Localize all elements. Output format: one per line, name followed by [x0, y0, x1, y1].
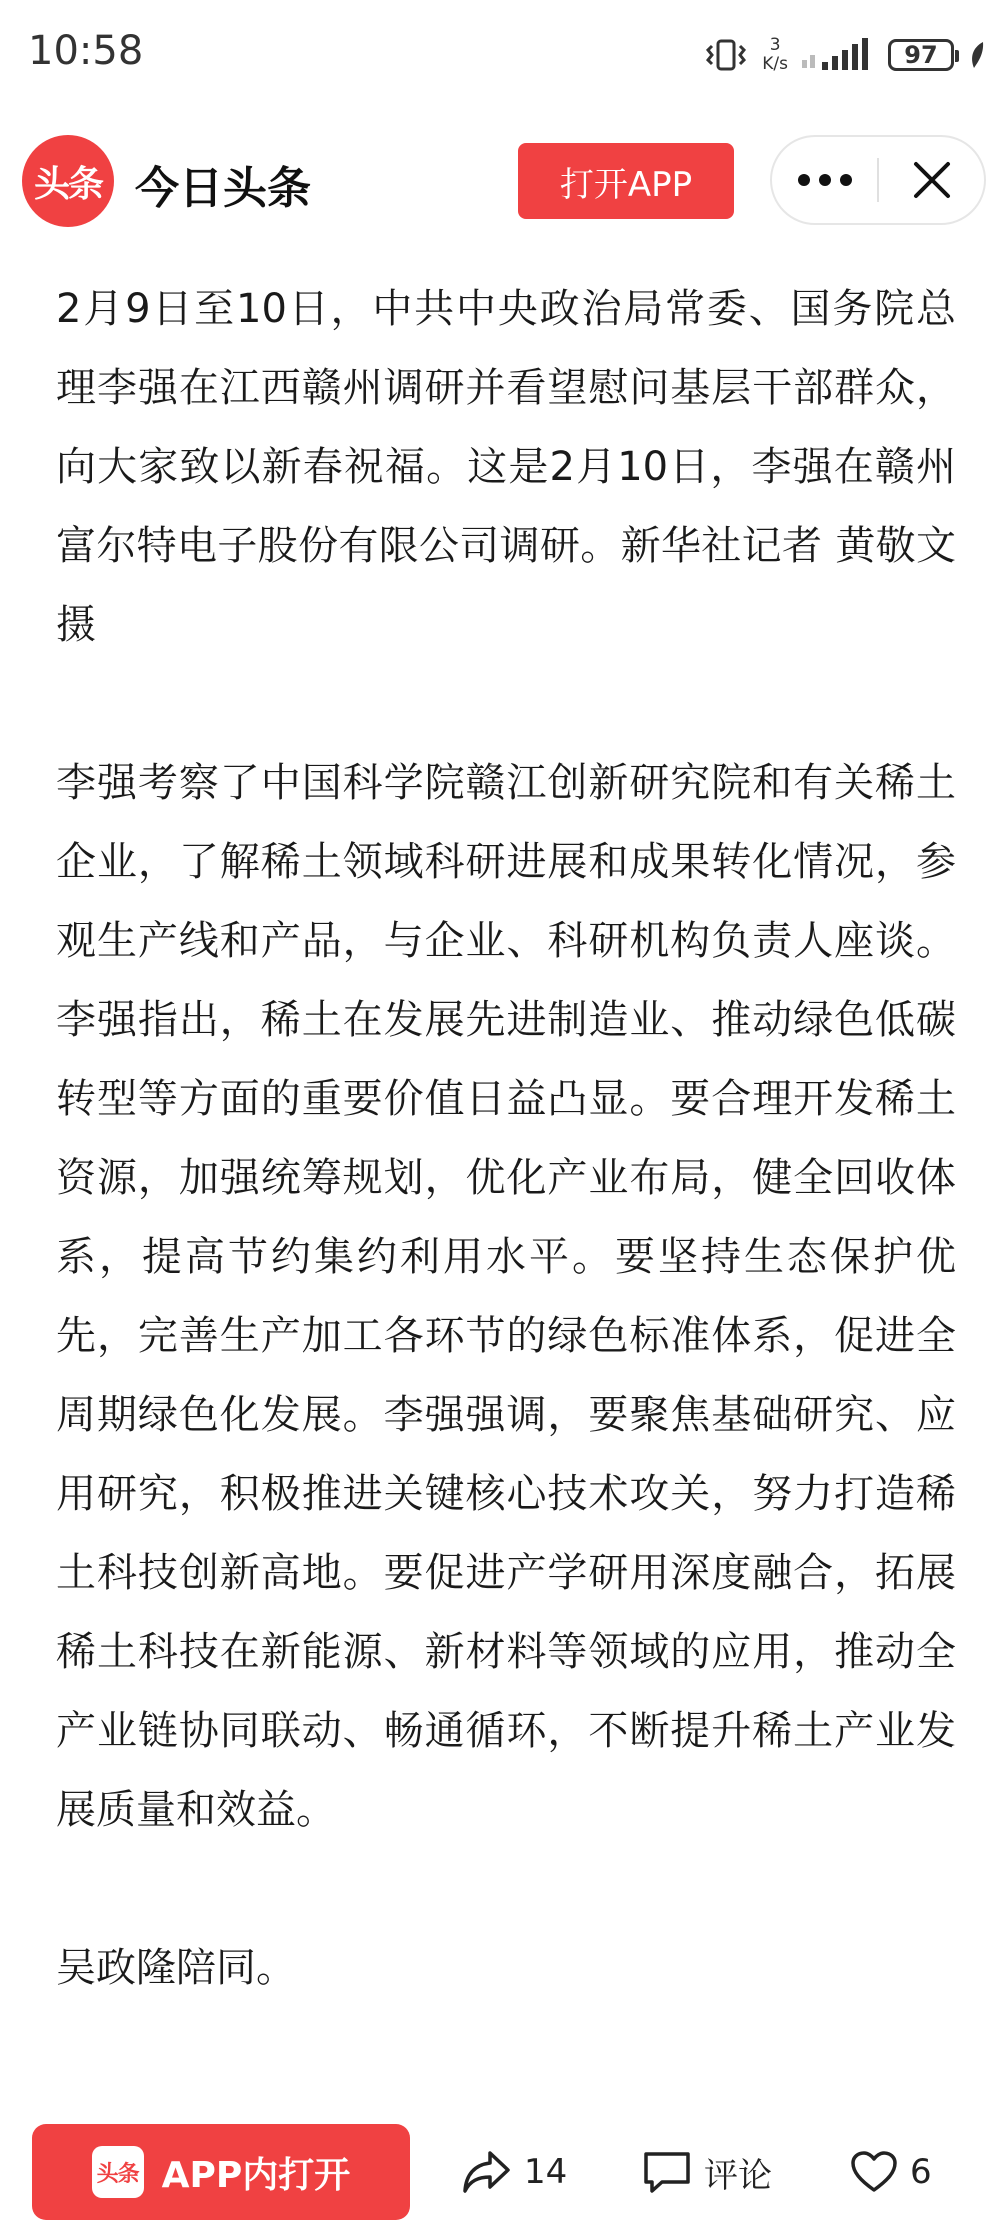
open-in-app-button[interactable]: [32, 2124, 410, 2220]
share-button[interactable]: [462, 2140, 567, 2204]
share-count: 14: [524, 2152, 568, 2192]
header: [0, 125, 1008, 235]
close-button[interactable]: [879, 137, 984, 223]
network-speed-unit: K/s: [762, 54, 788, 74]
heart-icon: [850, 2150, 898, 2194]
power-saving-leaf-icon: [968, 40, 986, 70]
bottom-action-bar: [0, 2120, 1008, 2232]
network-speed-value: 3: [769, 35, 781, 55]
signal-icon: [802, 38, 874, 72]
open-app-label: 打开APP: [559, 164, 693, 205]
open-in-app-label: APP内打开: [161, 2154, 351, 2196]
app-name: 今日头条: [135, 163, 311, 214]
like-button[interactable]: [850, 2140, 932, 2204]
logo-text: 头条: [33, 163, 102, 205]
article-paragraph: 李强考察了中国科学院赣江创新研究院和有关稀土企业，了解稀土领域科研进展和成果转化情况，参观生产线和产品，与企业、科研机构负责人座谈。李强指出，稀土在发展先进制造业、推动绿色低碳转型等方面的重要价值日益凸显。要合理开发稀土资源，加强统筹规划，优化产业布局，健全回收体系，提高节约集约利用水平。要坚持生态保护优先，完善生产加工各环节的绿色标准体系，促进全周期绿色化发展。李强强调，要聚焦基础研究、应用研究，积极推进关键核心技术攻关，努力打造稀土科技创新高地。要促进产学研用深度融合，拓展稀土科技在新能源、新材料等领域的应用，推动全产业链协同联动、畅通循环，不断提升稀土产业发展质量和效益。: [56, 760, 956, 1833]
like-count: 6: [910, 2152, 932, 2192]
article-paragraph: 吴政隆陪同。: [56, 1945, 296, 1991]
network-speed: [762, 36, 788, 74]
status-icons: [704, 30, 986, 80]
vibrate-icon: [704, 38, 748, 72]
mini-program-capsule: [770, 135, 986, 225]
article-body: [56, 270, 956, 2008]
open-app-button[interactable]: [518, 143, 734, 219]
more-button[interactable]: [772, 137, 877, 223]
close-icon: [912, 160, 952, 200]
mini-logo-text: 头条: [96, 2161, 139, 2187]
battery-indicator: [888, 39, 954, 71]
comment-button[interactable]: [642, 2140, 772, 2204]
status-time: 10:58: [28, 28, 144, 74]
comment-icon: [642, 2149, 692, 2195]
status-bar: [0, 0, 1008, 110]
toutiao-mini-logo: [92, 2146, 144, 2198]
share-icon: [462, 2149, 512, 2195]
battery-level: 97: [904, 41, 938, 69]
toutiao-logo: [22, 135, 114, 227]
article-paragraph: 2月9日至10日，中共中央政治局常委、国务院总理李强在江西赣州调研并看望慰问基层干部群众，向大家致以新春祝福。这是2月10日，李强在赣州富尔特电子股份有限公司调研。新华社记者 黄敬文 摄: [56, 286, 956, 648]
comment-label: 评论: [704, 2155, 772, 2196]
more-dots-icon: [797, 173, 853, 187]
